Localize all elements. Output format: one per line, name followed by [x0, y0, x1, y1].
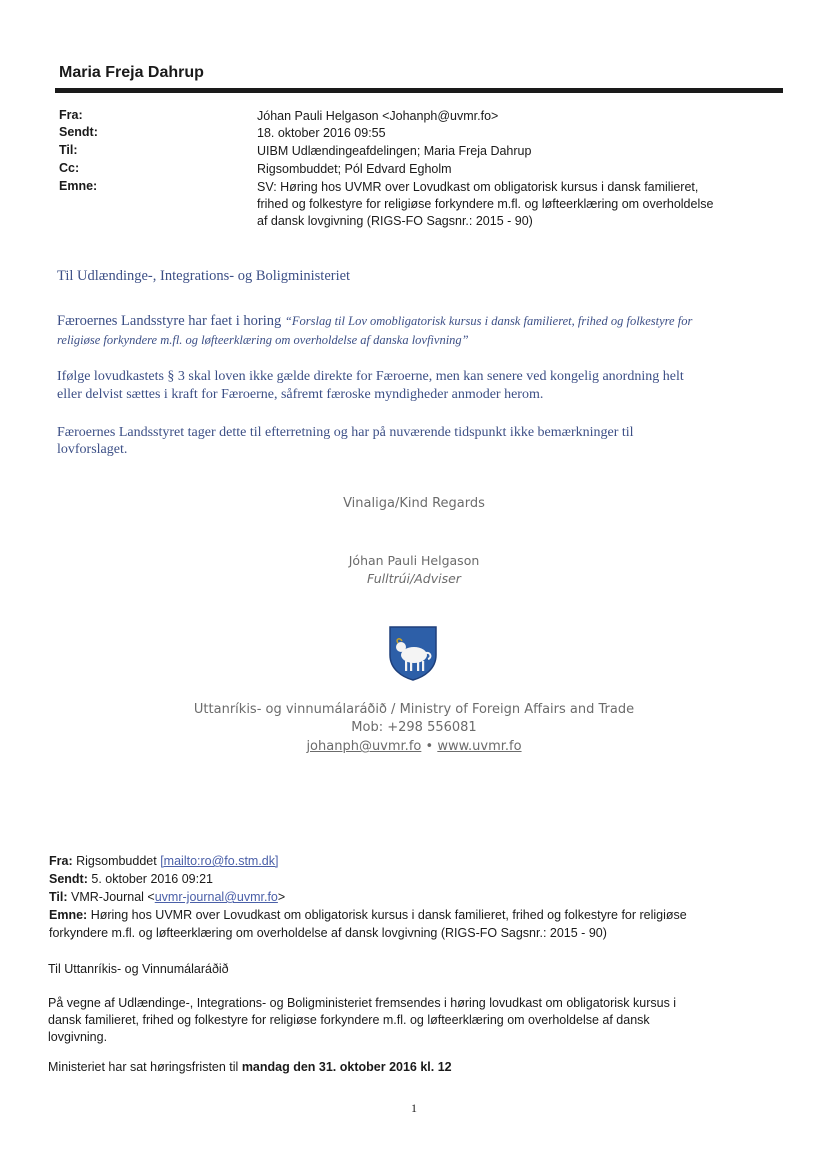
to-label: Til:	[59, 143, 78, 157]
header-divider	[55, 88, 783, 93]
fwd-to-label: Til:	[49, 890, 68, 904]
signature-separator: •	[425, 739, 434, 754]
page-number: 1	[411, 1101, 417, 1115]
fwd-deadline-prefix: Ministeriet har sat høringsfristen til	[48, 1060, 242, 1074]
signature-ministry: Uttanríkis- og vinnumálaráðið / Ministry of Foreign Affairs and Trade	[193, 702, 635, 717]
coat-of-arms-icon	[388, 625, 438, 681]
fwd-deadline-date: mandag den 31. oktober 2016 kl. 12	[241, 1060, 452, 1074]
sent-value: 18. oktober 2016 09:55	[257, 126, 386, 140]
fwd-subject-line-2: forkyndere m.fl. og løfteerklæring om overholdelse af dansk lovgivning (RIGS-FO Sagsnr.: 2015 - 90)	[49, 926, 607, 940]
fwd-body-line-2: dansk familieret, frihed og folkestyre for religiøse forkyndere m.fl. og løfteerklæring om overholdelse af dansk	[48, 1013, 650, 1027]
fwd-sent-value: 5. oktober 2016 09:21	[91, 872, 213, 886]
fwd-sent-line	[49, 871, 213, 888]
signature-regards: Vinaliga/Kind Regards	[343, 496, 485, 511]
signature-contact-line	[0, 739, 828, 754]
fwd-sent-label: Sendt:	[49, 872, 88, 886]
fwd-from-value: Rigsombuddet	[76, 854, 157, 868]
to-value: UIBM Udlændingeafdelingen; Maria Freja Dahrup	[257, 144, 532, 158]
sender-name: Maria Freja Dahrup	[59, 64, 204, 81]
fwd-body-line-3: lovgivning.	[48, 1030, 108, 1044]
cc-label: Cc:	[59, 161, 80, 175]
reply-p2-line-2: eller delvist sættes i kraft for Færoerne, såfremt færoske myndigheder anmoder herom.	[57, 387, 544, 402]
fwd-from-line	[49, 853, 278, 870]
reply-p1-prefix: Færoernes Landsstyre har faet i horing	[57, 313, 282, 329]
reply-greeting: Til Udlændinge-, Integrations- og Boligministeriet	[57, 268, 351, 284]
signature-title: Fulltrúi/Adviser	[367, 571, 461, 586]
fwd-greeting: Til Uttanríkis- og Vinnumálaráðið	[48, 962, 229, 976]
reply-p1-quote-1: “Forslag til Lov omobligatorisk kursus i dansk familieret, frihed og folkestyre for	[284, 314, 693, 328]
fwd-subject-label: Emne:	[49, 908, 88, 922]
signature-email-link[interactable]: johanph@uvmr.fo	[306, 739, 422, 754]
fwd-deadline-line	[48, 1059, 452, 1076]
sent-label: Sendt:	[59, 125, 98, 139]
reply-p3-line-2: lovforslaget.	[57, 442, 128, 457]
signature-name: Jóhan Pauli Helgason	[348, 553, 480, 568]
subject-label: Emne:	[59, 179, 98, 193]
signature-mobile: Mob: +298 556081	[351, 720, 477, 735]
fwd-from-mailto-link[interactable]: [mailto:ro@fo.stm.dk]	[160, 854, 279, 868]
fwd-to-email-link[interactable]: uvmr-journal@uvmr.fo	[154, 890, 278, 904]
signature-title-wrap	[0, 571, 828, 586]
fwd-subject-line-1	[49, 907, 687, 924]
subject-line-2: frihed og folkestyre for religiøse forkyndere m.fl. og løfteerklæring om overholdelse	[257, 197, 714, 211]
reply-p3-line-1: Færoernes Landsstyret tager dette til efterretning og har på nuværende tidspunkt ikke bemærkninger til	[57, 425, 634, 440]
signature-website-link[interactable]: www.uvmr.fo	[437, 739, 522, 754]
reply-p2-line-1: Ifølge lovudkastets § 3 skal loven ikke gælde direkte for Færoerne, men kan senere ved kongelig anordning helt	[57, 369, 684, 384]
fwd-from-label: Fra:	[49, 854, 73, 868]
fwd-to-line	[49, 889, 285, 906]
reply-paragraph-1	[57, 312, 692, 330]
fwd-to-value: VMR-Journal <	[71, 890, 155, 904]
from-value: Jóhan Pauli Helgason <Johanph@uvmr.fo>	[257, 109, 499, 123]
reply-p1-quote-2: religiøse forkyndere m.fl. og løfteerklæring om overholdelse af danska lovfivning”	[57, 333, 469, 347]
cc-value: Rigsombuddet; Pól Edvard Egholm	[257, 162, 452, 176]
fwd-subject-text-1: Høring hos UVMR over Lovudkast om obligatorisk kursus i dansk familieret, frihed og folkestyre for religiøse	[90, 908, 687, 922]
from-label: Fra:	[59, 108, 83, 122]
subject-line-3: af dansk lovgivning (RIGS-FO Sagsnr.: 2015 - 90)	[257, 214, 533, 228]
fwd-to-close: >	[277, 890, 286, 904]
fwd-body-line-1: På vegne af Udlændinge-, Integrations- og Boligministeriet fremsendes i høring lovudkast om obligatorisk kursus i	[48, 996, 677, 1010]
subject-line-1: SV: Høring hos UVMR over Lovudkast om obligatorisk kursus i dansk familieret,	[257, 180, 699, 194]
